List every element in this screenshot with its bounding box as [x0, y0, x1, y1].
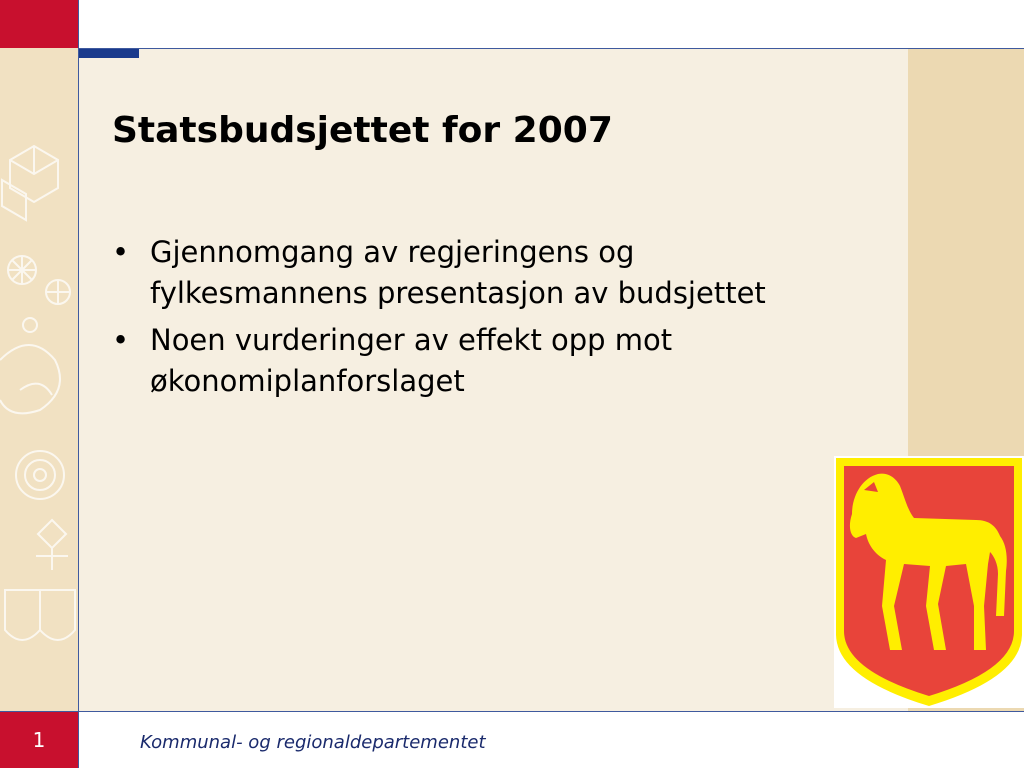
bullet-item	[112, 232, 812, 314]
coat-of-arms-horse-icon	[834, 456, 1024, 708]
left-decorative-band	[0, 0, 78, 711]
bullet-dot: •	[112, 235, 130, 269]
footer-department: Kommunal- og regionaldepartementet	[140, 732, 486, 753]
blue-accent-bar	[79, 49, 139, 58]
bullet-item	[112, 320, 812, 402]
bullet-dot: •	[112, 323, 130, 357]
coat-of-arms	[834, 456, 1024, 708]
bullet-text: Noen vurderinger av effekt opp mot økonomiplanforslaget	[150, 323, 673, 398]
corner-red-block	[0, 0, 78, 48]
page-number: 1	[32, 728, 46, 752]
slide-title: Statsbudsjettet for 2007	[112, 110, 613, 151]
bullet-text: Gjennomgang av regjeringens og fylkesmannens presentasjon av budsjettet	[150, 235, 766, 310]
decorative-pattern-icon	[0, 120, 78, 680]
bottom-divider	[0, 711, 1024, 712]
bullet-list	[112, 232, 812, 408]
